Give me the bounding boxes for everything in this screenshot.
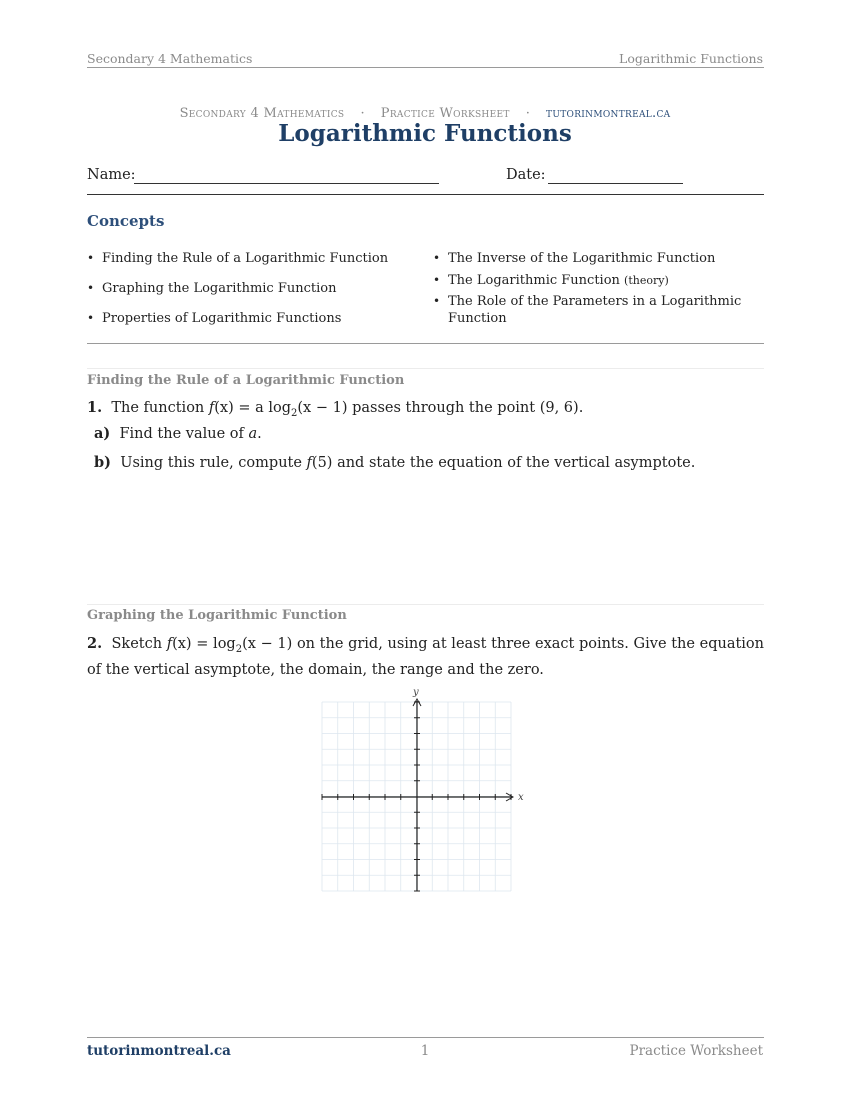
- concepts-rule: [87, 343, 764, 344]
- concept-item: • Properties of Logarithmic Functions: [102, 310, 341, 327]
- section-heading: Graphing the Logarithmic Function: [87, 608, 347, 623]
- math-expr: (x − 1): [242, 636, 293, 652]
- section-divider: [87, 604, 764, 605]
- y-axis-label: y: [413, 687, 419, 698]
- math-f: f: [166, 636, 173, 652]
- footer-label: Practice Worksheet: [629, 1043, 763, 1059]
- part-text: Using this rule, compute: [120, 455, 307, 471]
- page-number: 1: [420, 1043, 430, 1059]
- part-text: Find the value of: [119, 426, 249, 442]
- concept-item: • Finding the Rule of a Logarithmic Function: [102, 250, 388, 267]
- part-label: a): [94, 425, 111, 442]
- part-a: [94, 424, 262, 444]
- math-expr: (x) = log: [172, 636, 236, 652]
- banner-course: Secondary 4 Mathematics: [179, 106, 345, 121]
- concept-note: (theory): [624, 274, 669, 287]
- concepts-heading: Concepts: [87, 212, 165, 230]
- part-label: b): [94, 454, 111, 471]
- math-subscript: 2: [235, 643, 243, 655]
- math-expr: (x − 1): [297, 400, 348, 416]
- running-header-right: Logarithmic Functions: [619, 51, 763, 66]
- title-rule: [87, 194, 764, 195]
- section-divider: [87, 368, 764, 369]
- question-1: [87, 398, 583, 424]
- footer-rule: [87, 1037, 764, 1038]
- page-title: Logarithmic Functions: [278, 120, 572, 147]
- banner: [0, 106, 850, 121]
- banner-separator: ·: [360, 106, 365, 121]
- concept-item: • The Inverse of the Logarithmic Function: [448, 250, 715, 267]
- question-text: The function: [111, 400, 209, 416]
- coordinate-grid[interactable]: [310, 682, 540, 897]
- banner-site: tutorinmontreal.ca: [546, 106, 671, 121]
- axes: [322, 699, 513, 891]
- concept-text: The Logarithmic Function: [448, 273, 620, 288]
- question-text: passes through the point (9, 6).: [347, 400, 584, 416]
- math-subscript: 2: [291, 407, 298, 419]
- part-b: [94, 453, 695, 473]
- question-text: Sketch: [111, 636, 167, 652]
- banner-separator: ·: [525, 106, 530, 121]
- x-axis-label: x: [518, 792, 524, 803]
- running-header-left: Secondary 4 Mathematics: [87, 51, 253, 66]
- concept-item: [448, 272, 669, 289]
- concept-item: • Graphing the Logarithmic Function: [102, 280, 336, 297]
- date-label: Date:: [506, 167, 546, 183]
- header-rule: [87, 67, 764, 68]
- question-number: 2.: [87, 635, 103, 652]
- concept-item: • The Role of the Parameters in a Logarithmic Function: [448, 293, 748, 327]
- footer-site: tutorinmontreal.ca: [87, 1043, 231, 1059]
- question-number: 1.: [87, 399, 103, 416]
- date-line[interactable]: [548, 183, 683, 184]
- math-var: a: [248, 426, 258, 442]
- banner-type: Practice Worksheet: [380, 106, 510, 121]
- name-label: Name:: [87, 167, 136, 183]
- math-f: f: [208, 400, 215, 416]
- section-heading: Finding the Rule of a Logarithmic Function: [87, 373, 405, 388]
- part-text: (5) and state the equation of the vertical asymptote.: [311, 455, 696, 471]
- question-2: [87, 634, 764, 680]
- name-line[interactable]: [134, 183, 439, 184]
- question-text: on the grid, using at least three exact points. Give the equation of the vertical asymptote, the domain, the range and the zero.: [87, 636, 764, 678]
- math-expr: (x) = a log: [214, 400, 292, 416]
- part-text: .: [257, 426, 262, 442]
- math-f: f: [306, 455, 312, 471]
